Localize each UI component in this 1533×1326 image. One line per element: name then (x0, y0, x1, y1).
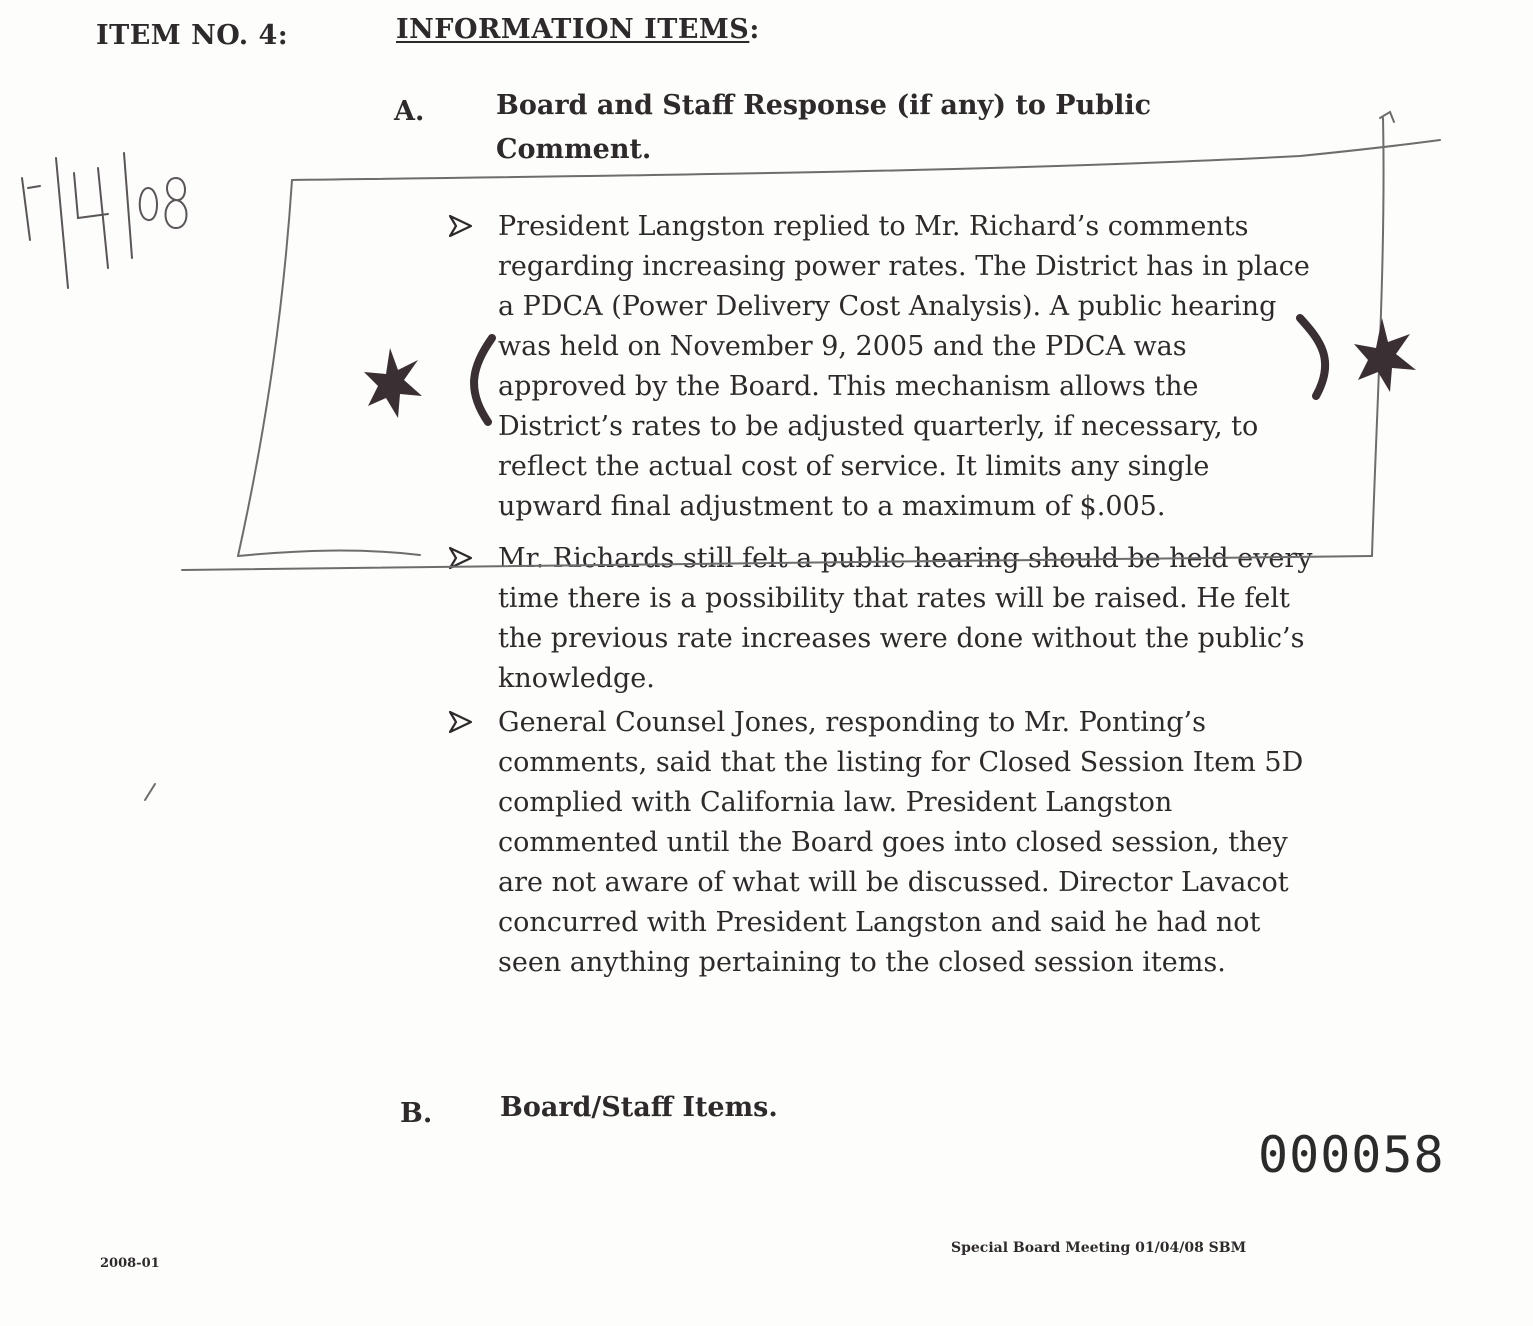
footer-document-code: 2008-01 (100, 1256, 160, 1271)
section-title-colon: : (749, 14, 760, 45)
section-title-text: INFORMATION ITEMS (396, 14, 750, 45)
subsection-a-heading (496, 84, 1151, 172)
bullet-item-3 (446, 703, 1326, 983)
footer-meeting-reference: Special Board Meeting 01/04/08 SBM (951, 1240, 1247, 1256)
subsection-a-letter: A. (394, 96, 425, 127)
bullet-item-2 (446, 539, 1326, 699)
arrow-bullet-icon (446, 707, 476, 737)
bullet-text-2: Mr. Richards still felt a public hearing should be held every time there is a possibility that rates will be raised. He felt the previous rate increases were done without the public’s knowledge. (498, 543, 1313, 694)
bates-stamp-number: 000058 (1258, 1126, 1445, 1184)
response-bullet-list (446, 207, 1326, 983)
handwritten-date-mark (8, 148, 198, 298)
subsection-a-heading-line1: Board and Staff Response (if any) to Public (496, 90, 1152, 121)
bullet-text-3: General Counsel Jones, responding to Mr. Ponting’s comments, said that the listing for Closed Session Item 5D complied with California law. President Langston commented until the Board goes into closed session, they are not aware of what will be discussed. Director Lavacot concurred with President Langston and said he had not seen anything pertaining to the closed session items. (498, 707, 1304, 978)
subsection-a-heading-line2: Comment. (496, 134, 652, 165)
item-number-label: ITEM NO. 4: (96, 20, 289, 51)
bullet-item-1 (446, 207, 1326, 527)
subsection-b-heading: Board/Staff Items. (500, 1092, 778, 1123)
bullet-text-1: President Langston replied to Mr. Richard’s comments regarding increasing power rates. The District has in place a PDCA (Power Delivery Cost Analysis). A public hearing was held on November 9, 2005 and the PDCA was approved by the Board. This mechanism allows the District’s rates to be adjusted quarterly, if necessary, to reflect the actual cost of service. It limits any single upward final adjustment to a maximum of $.005. (498, 211, 1310, 522)
arrow-bullet-icon (446, 543, 476, 573)
section-title (396, 14, 760, 45)
subsection-b-letter: B. (400, 1098, 433, 1129)
arrow-bullet-icon (446, 211, 476, 241)
